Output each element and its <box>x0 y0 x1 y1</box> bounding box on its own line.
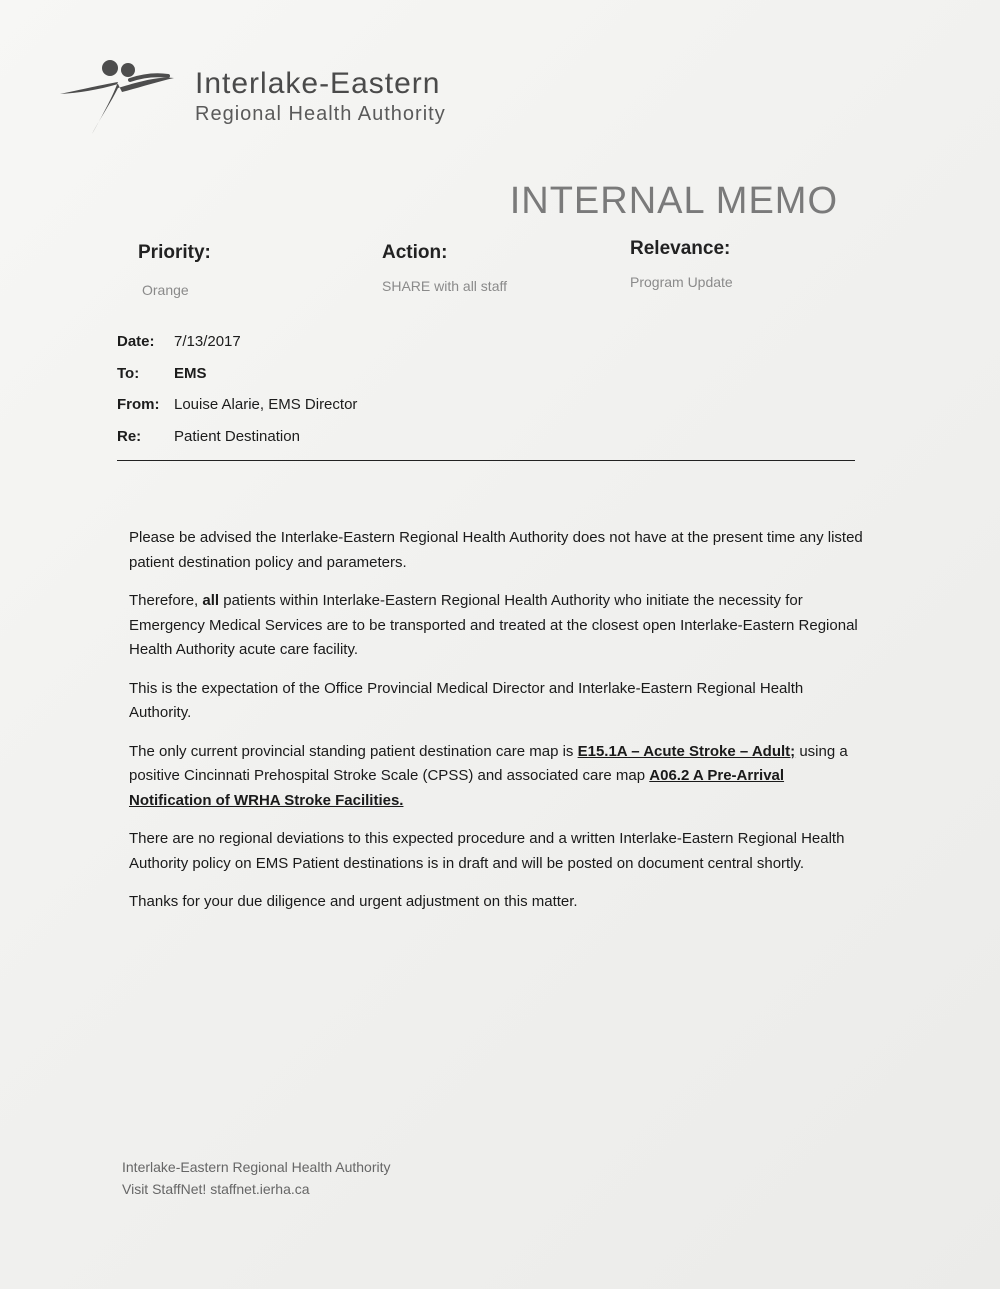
relevance-value: Program Update <box>630 274 733 290</box>
priority-value: Orange <box>142 282 189 298</box>
organization-name <box>195 68 446 125</box>
org-name-line2: Regional Health Authority <box>195 102 446 125</box>
care-map-link-e15-1a: E15.1A – Acute Stroke – Adult; <box>577 742 796 760</box>
action-block <box>382 242 507 294</box>
action-label: Action: <box>382 242 448 263</box>
footer <box>122 1156 390 1200</box>
paragraph-3: This is the expectation of the Office Provincial Medical Director and Interlake-Eastern Regional Health Authority. <box>129 679 804 721</box>
relevance-block <box>630 238 733 290</box>
paragraph-1: Please be advised the Interlake-Eastern Regional Health Authority does not have at the present time any listed patient destination policy and parameters. <box>129 529 863 571</box>
action-value: SHARE with all staff <box>382 278 508 294</box>
org-name-line1: Interlake-Eastern <box>195 67 441 100</box>
memo-title: INTERNAL MEMO <box>509 180 838 222</box>
priority-label: Priority: <box>138 242 211 263</box>
from-value: Louise Alarie, EMS Director <box>174 396 358 414</box>
p2-end: patients within Interlake-Eastern Regional Health Authority who initiate the necessity for Emergency Medical Services are to be transported and treated at the closest open Interlake-Eastern Regional Health Authority acute care facility. <box>129 592 858 658</box>
memo-body <box>129 526 864 929</box>
divider <box>117 460 855 461</box>
priority-block <box>138 242 211 298</box>
date-label: Date: <box>117 333 155 351</box>
from-label: From: <box>117 396 160 414</box>
paragraph-5: There are no regional deviations to this expected procedure and a written Interlake-Eastern Regional Health Authority policy on EMS Patient destinations is in draft and will be posted on document central shortly. <box>129 830 845 872</box>
relevance-label: Relevance: <box>630 238 731 259</box>
footer-staffnet: Visit StaffNet! staffnet.ierha.ca <box>122 1181 310 1197</box>
paragraph-6: Thanks for your due diligence and urgent adjustment on this matter. <box>129 893 578 910</box>
date-row <box>117 326 357 358</box>
re-label: Re: <box>117 427 142 445</box>
re-row <box>117 421 357 453</box>
paragraph-2 <box>129 589 864 663</box>
p2-start: Therefore, <box>129 592 203 609</box>
memo-fields <box>117 326 357 452</box>
p4-start: The only current provincial standing patient destination care map is <box>129 742 578 760</box>
paragraph-4 <box>129 740 864 814</box>
to-label: To: <box>117 364 140 382</box>
p4-mid: using a positive Cincinnati Prehospital Stroke Scale (CPSS) and associated care map <box>129 742 848 784</box>
to-row <box>117 358 357 390</box>
p2-emphasis: all <box>202 592 220 609</box>
re-value: Patient Destination <box>174 427 300 445</box>
date-value: 7/13/2017 <box>174 333 241 351</box>
from-row <box>117 389 357 421</box>
to-value: EMS <box>174 364 207 382</box>
footer-org: Interlake-Eastern Regional Health Authority <box>122 1159 391 1175</box>
care-map-link-a06-2: A06.2 A Pre-Arrival Notification of WRHA Stroke Facilities. <box>129 767 785 809</box>
ierha-logo-icon <box>58 58 178 140</box>
